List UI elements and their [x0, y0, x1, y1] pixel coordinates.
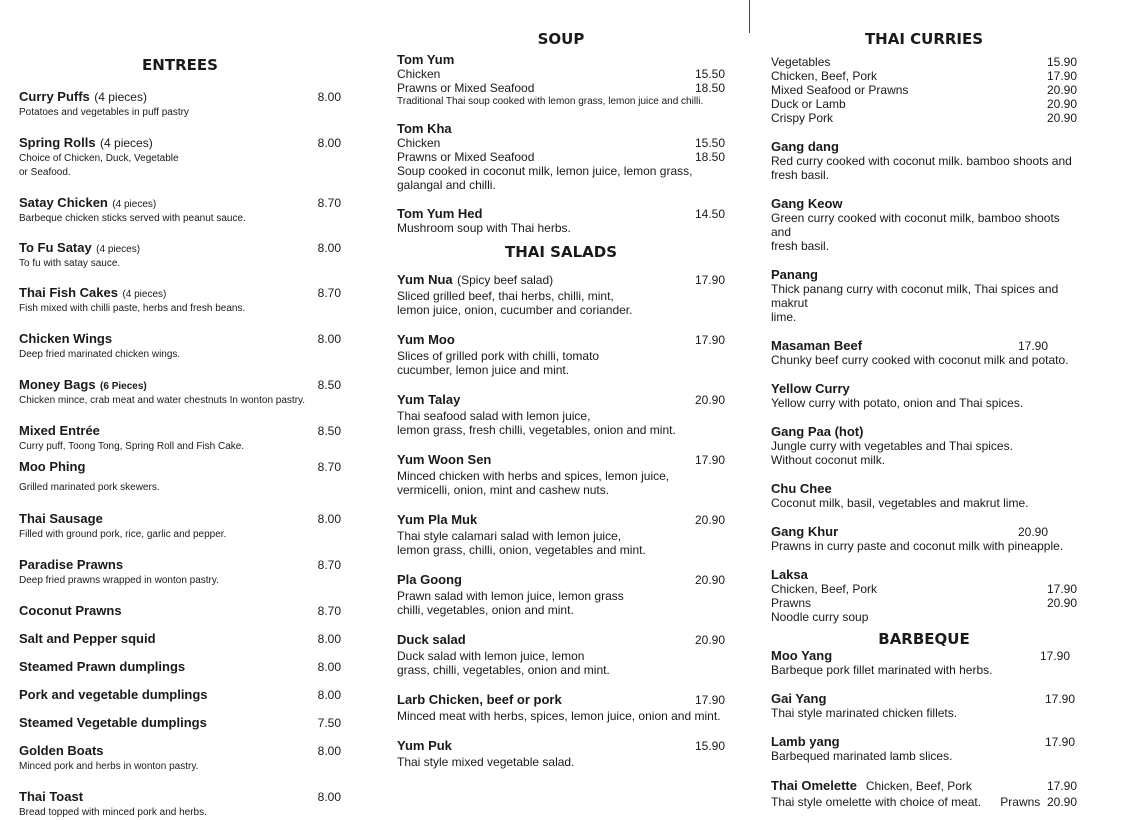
item-title — [19, 194, 156, 212]
item-name: Coconut Prawns — [19, 603, 122, 618]
option-label: Duck or Lamb — [771, 97, 846, 111]
curry-price-options — [771, 55, 1077, 125]
item-price: 8.00 — [317, 512, 341, 526]
item-header — [19, 194, 341, 212]
curry-option — [771, 111, 1077, 125]
option-price: 17.90 — [1046, 582, 1077, 596]
item-price: 8.00 — [317, 790, 341, 804]
item-title — [19, 239, 140, 257]
item-description-2: cucumber, lemon juice and mint. — [397, 363, 570, 377]
item-description: Barbeque chicken sticks served with peanut sauce. — [19, 213, 246, 224]
item-name: Larb Chicken, beef or pork — [397, 692, 562, 707]
item-name: Yum Pla Muk — [397, 512, 478, 527]
item-header — [19, 788, 341, 806]
item-price: 8.70 — [317, 604, 341, 618]
menu-item — [771, 481, 1077, 510]
item-option — [771, 582, 1077, 596]
item-description: Minced meat with herbs, spices, lemon juice, onion and mint. — [397, 709, 721, 723]
item-price: 17.90 — [694, 333, 725, 347]
item-description: Chunky beef curry cooked with coconut milk and potato. — [771, 353, 1069, 367]
menu-item — [19, 376, 341, 408]
item-description: Thick panang curry with coconut milk, Thai spices and makrut — [771, 282, 1059, 310]
item-price: 17.90 — [694, 273, 725, 287]
item-header — [19, 458, 341, 476]
menu-item-tom-yum-hed — [397, 206, 725, 235]
item-name: Gang Paa (hot) — [771, 424, 864, 439]
item-option — [1000, 795, 1077, 809]
item-title — [771, 777, 972, 795]
entrees-column — [19, 0, 341, 820]
item-title — [19, 510, 103, 528]
item-price: 8.70 — [317, 460, 341, 474]
item-header — [19, 630, 341, 648]
item-name: Duck salad — [397, 632, 466, 647]
item-description-2: fresh basil. — [771, 168, 830, 182]
menu-item — [397, 271, 725, 317]
item-price: 8.70 — [317, 286, 341, 300]
curry-option — [771, 69, 1077, 83]
item-description-2: Without coconut milk. — [771, 453, 886, 467]
item-description: Minced chicken with herbs and spices, lemon juice, — [397, 469, 670, 483]
item-description-2: fresh basil. — [771, 239, 830, 253]
item-name: Panang — [771, 267, 818, 282]
item-name: Laksa — [771, 567, 808, 582]
column-divider — [749, 0, 750, 33]
item-title — [19, 422, 100, 440]
item-name: Yum Puk — [397, 738, 452, 753]
item-name: Paradise Prawns — [19, 557, 124, 572]
item-name: Tom Yum Hed — [397, 206, 483, 221]
item-title — [19, 134, 153, 152]
item-name: Moo Yang — [771, 648, 833, 663]
curry-option — [771, 83, 1077, 97]
menu-item — [19, 284, 341, 316]
menu-item — [19, 630, 341, 648]
item-description: Deep fried marinated chicken wings. — [19, 349, 181, 360]
item-header — [771, 196, 1077, 211]
item-name: Spring Rolls — [19, 135, 96, 150]
menu-item — [19, 458, 341, 495]
item-header — [771, 381, 1077, 396]
curry-option — [771, 97, 1077, 111]
item-price: 20.90 — [1017, 525, 1048, 539]
item-title — [397, 391, 460, 409]
item-description: Sliced grilled beef, thai herbs, chilli, mint, — [397, 289, 614, 303]
menu-item — [19, 714, 341, 732]
item-title — [19, 714, 207, 732]
item-description-2: grass, chilli, vegetables, onion and mint. — [397, 663, 610, 677]
item-price: 17.90 — [1039, 649, 1070, 663]
item-description: Jungle curry with vegetables and Thai spices. — [771, 439, 1013, 453]
item-name: Steamed Vegetable dumplings — [19, 715, 207, 730]
option-price: 20.90 — [1046, 111, 1077, 125]
item-option — [397, 150, 725, 164]
item-title — [397, 271, 553, 289]
barbeque-heading: BARBEQUE — [878, 630, 970, 648]
item-description-2: or Seafood. — [19, 167, 71, 178]
item-title — [19, 742, 104, 760]
item-description-2: chilli, vegetables, onion and mint. — [397, 603, 574, 617]
item-price: 15.90 — [694, 739, 725, 753]
item-name: Thai Sausage — [19, 511, 103, 526]
salads-list — [397, 271, 725, 769]
option-price: 20.90 — [1046, 83, 1077, 97]
item-option — [397, 136, 725, 150]
soup-heading: SOUP — [537, 30, 585, 48]
item-title — [19, 376, 147, 394]
item-header — [397, 331, 725, 349]
item-title — [19, 330, 112, 348]
item-price: 17.90 — [1046, 779, 1077, 793]
option-label: Prawns — [771, 596, 812, 610]
item-price: 17.90 — [694, 693, 725, 707]
menu-item — [771, 338, 1077, 367]
item-name: Chu Chee — [771, 481, 832, 496]
item-name: Gang Keow — [771, 196, 843, 211]
item-header — [19, 742, 341, 760]
item-title — [397, 737, 452, 755]
option-label: Prawns or Mixed Seafood — [397, 150, 535, 164]
item-price: 17.90 — [1044, 692, 1075, 706]
option-label: Vegetables — [771, 55, 831, 69]
option-price: 20.90 — [1046, 596, 1077, 610]
item-title — [397, 631, 466, 649]
menu-item — [771, 267, 1077, 324]
item-description: Prawns in curry paste and coconut milk with pineapple. — [771, 539, 1064, 553]
item-title — [19, 630, 156, 648]
item-description: Barbequed marinated lamb slices. — [771, 749, 953, 763]
item-description: Deep fried prawns wrapped in wonton pastry. — [19, 575, 219, 586]
item-header — [397, 511, 725, 529]
item-description: Chicken mince, crab meat and water chestnuts In wonton pastry. — [19, 395, 306, 406]
item-name: Thai Toast — [19, 789, 84, 804]
item-header — [771, 481, 1077, 496]
item-note: (4 pieces) — [94, 90, 147, 104]
option-label: Chicken, Beef, Pork — [771, 69, 878, 83]
curries-list — [771, 139, 1077, 553]
option-price: 15.50 — [694, 67, 725, 81]
menu-item-laksa — [771, 567, 1077, 624]
item-header — [771, 524, 1077, 539]
item-name: Salt and Pepper squid — [19, 631, 156, 646]
option-label: Crispy Pork — [771, 111, 834, 125]
item-description: To fu with satay sauce. — [19, 258, 121, 269]
option-price: 15.50 — [694, 136, 725, 150]
item-price: 7.50 — [317, 716, 341, 730]
item-description: Curry puff, Toong Tong, Spring Roll and Fish Cake. — [19, 441, 245, 452]
item-header — [19, 556, 341, 574]
item-header — [19, 686, 341, 704]
item-description: Traditional Thai soup cooked with lemon grass, lemon juice and chilli. — [397, 96, 704, 107]
item-description: Potatoes and vegetables in puff pastry — [19, 107, 189, 118]
item-price: 17.90 — [694, 453, 725, 467]
menu-item — [771, 381, 1077, 410]
item-price: 8.70 — [317, 558, 341, 572]
menu-item — [771, 139, 1077, 182]
item-header — [397, 631, 725, 649]
item-price: 8.70 — [317, 196, 341, 210]
item-title — [19, 284, 166, 302]
item-name: Thai Omelette — [771, 778, 857, 793]
item-description: Slices of grilled pork with chilli, tomato — [397, 349, 600, 363]
item-note: (4 pieces) — [112, 199, 157, 210]
item-name: Pork and vegetable dumplings — [19, 687, 208, 702]
item-price: 14.50 — [694, 207, 725, 221]
item-description: Thai style calamari salad with lemon juice, — [397, 529, 622, 543]
item-title — [19, 686, 208, 704]
menu-item — [771, 734, 1077, 763]
item-description-2: vermicelli, onion, mint and cashew nuts. — [397, 483, 610, 497]
item-description-2: lime. — [771, 310, 797, 324]
item-header — [19, 284, 341, 302]
item-description: Thai style omelette with choice of meat. — [771, 795, 982, 809]
item-name: Tom Kha — [397, 121, 452, 136]
menu-item — [397, 391, 725, 437]
item-description-2: galangal and chilli. — [397, 178, 496, 192]
item-header — [19, 510, 341, 528]
option-label: Mixed Seafood or Prawns — [771, 83, 909, 97]
item-description: Prawn salad with lemon juice, lemon grass — [397, 589, 624, 603]
item-description: Yellow curry with potato, onion and Thai spices. — [771, 396, 1024, 410]
item-description: Thai style mixed vegetable salad. — [397, 755, 575, 769]
item-name: Mixed Entrée — [19, 423, 100, 438]
menu-item — [771, 524, 1077, 553]
menu-item — [397, 737, 725, 769]
item-description-2: lemon grass, fresh chilli, vegetables, onion and mint. — [397, 423, 676, 437]
option-label: Prawns — [1000, 795, 1041, 809]
item-name: Tom Yum — [397, 52, 455, 67]
item-name: Yellow Curry — [771, 381, 850, 396]
curries-barbeque-column — [771, 0, 1077, 809]
item-header — [19, 239, 341, 257]
item-name: Pla Goong — [397, 572, 462, 587]
item-header — [771, 424, 1077, 439]
menu-item — [19, 134, 341, 180]
item-note: (4 pieces) — [96, 244, 141, 255]
item-name: Yum Woon Sen — [397, 452, 492, 467]
item-header — [19, 134, 341, 152]
item-name: Gang dang — [771, 139, 839, 154]
menu-item — [771, 424, 1077, 467]
item-header — [397, 451, 725, 469]
option-price: 15.90 — [1046, 55, 1077, 69]
item-price: 20.90 — [694, 393, 725, 407]
item-name: Gai Yang — [771, 691, 827, 706]
item-price: 8.50 — [317, 424, 341, 438]
item-description: Barbeque pork fillet marinated with herbs. — [771, 663, 993, 677]
menu-item — [19, 330, 341, 362]
item-price: 17.90 — [1044, 735, 1075, 749]
menu-item — [771, 691, 1077, 720]
item-header — [771, 267, 1077, 282]
item-description: Choice of Chicken, Duck, Vegetable — [19, 153, 179, 164]
entrees-heading: ENTREES — [142, 56, 218, 74]
item-title — [19, 88, 147, 106]
item-price: 8.00 — [317, 136, 341, 150]
item-name: Chicken Wings — [19, 331, 113, 346]
menu-item — [397, 331, 725, 377]
item-option — [771, 596, 1077, 610]
item-description: Bread topped with minced pork and herbs. — [19, 807, 207, 818]
item-header — [19, 658, 341, 676]
menu-item — [19, 556, 341, 588]
item-header — [397, 271, 725, 289]
menu-item — [19, 510, 341, 542]
item-description: Filled with ground pork, rice, garlic and pepper. — [19, 529, 227, 540]
option-price: 20.90 — [1046, 97, 1077, 111]
menu-item — [19, 88, 341, 120]
menu-item — [19, 602, 341, 620]
item-title — [19, 658, 185, 676]
item-name: Curry Puffs — [19, 89, 90, 104]
item-note: Chicken, Beef, Pork — [865, 779, 972, 793]
item-header — [19, 714, 341, 732]
menu-item — [19, 194, 341, 226]
item-title — [19, 788, 83, 806]
item-price: 17.90 — [1017, 339, 1048, 353]
item-name: Steamed Prawn dumplings — [19, 659, 186, 674]
menu-item — [771, 648, 1077, 677]
item-title — [19, 556, 123, 574]
item-header — [19, 376, 341, 394]
item-price: 20.90 — [694, 573, 725, 587]
item-name: Yum Moo — [397, 332, 455, 347]
item-description-row — [771, 795, 1077, 809]
item-name: Masaman Beef — [771, 338, 863, 353]
item-price: 20.90 — [694, 633, 725, 647]
item-header — [397, 737, 725, 755]
item-header — [397, 571, 725, 589]
menu-item — [397, 631, 725, 677]
item-name: Gang Khur — [771, 524, 839, 539]
item-header — [19, 330, 341, 348]
item-header — [397, 391, 725, 409]
item-price: 8.00 — [317, 632, 341, 646]
item-title — [397, 571, 462, 589]
item-description: Duck salad with lemon juice, lemon — [397, 649, 585, 663]
option-price: 18.50 — [694, 150, 725, 164]
item-price: 8.00 — [317, 744, 341, 758]
item-title — [397, 691, 562, 709]
item-price: 20.90 — [694, 513, 725, 527]
item-header — [771, 648, 1077, 663]
item-price: 8.00 — [317, 90, 341, 104]
item-note: (Spicy beef salad) — [457, 273, 554, 287]
item-name: Moo Phing — [19, 459, 86, 474]
item-name: Thai Fish Cakes — [19, 285, 118, 300]
item-name: Lamb yang — [771, 734, 840, 749]
option-label: Prawns or Mixed Seafood — [397, 81, 535, 95]
menu-item-tom-kha — [397, 121, 725, 192]
menu-item-tom-yum — [397, 52, 725, 109]
item-title — [397, 331, 455, 349]
item-header — [771, 338, 1077, 353]
thai-curries-heading: THAI CURRIES — [864, 30, 984, 48]
option-price: 17.90 — [1046, 69, 1077, 83]
item-header — [771, 777, 1077, 795]
item-description: Thai seafood salad with lemon juice, — [397, 409, 591, 423]
item-name: Yum Talay — [397, 392, 461, 407]
item-header — [771, 139, 1077, 154]
item-name: Yum Nua — [397, 272, 453, 287]
option-label: Chicken — [397, 136, 441, 150]
option-price: 20.90 — [1046, 795, 1077, 809]
item-description: Red curry cooked with coconut milk. bamboo shoots and — [771, 154, 1072, 168]
item-price: 8.50 — [317, 378, 341, 392]
menu-item — [397, 451, 725, 497]
item-description: Grilled marinated pork skewers. — [19, 482, 160, 493]
item-header — [771, 691, 1077, 706]
item-description: Mushroom soup with Thai herbs. — [397, 221, 571, 235]
item-description: Coconut milk, basil, vegetables and makrut lime. — [771, 496, 1029, 510]
item-title — [397, 511, 477, 529]
menu-item — [19, 742, 341, 774]
menu-item — [19, 686, 341, 704]
item-description: Soup cooked in coconut milk, lemon juice, lemon grass, — [397, 164, 693, 178]
option-price: 18.50 — [694, 81, 725, 95]
item-name: Satay Chicken — [19, 195, 108, 210]
menu-item-thai-omelette — [771, 777, 1077, 809]
item-note: (4 pieces) — [100, 136, 153, 150]
item-description: Noodle curry soup — [771, 610, 869, 624]
item-title — [19, 602, 122, 620]
item-price: 8.00 — [317, 241, 341, 255]
item-header — [397, 691, 725, 709]
item-description-2: lemon grass, chilli, onion, vegetables and mint. — [397, 543, 646, 557]
item-option — [397, 81, 725, 95]
item-description: Fish mixed with chilli paste, herbs and fresh beans. — [19, 303, 246, 314]
barbeque-list — [771, 648, 1077, 763]
entrees-list — [19, 88, 341, 820]
menu-item — [397, 511, 725, 557]
menu-item — [19, 422, 341, 454]
item-description: Thai style marinated chicken fillets. — [771, 706, 958, 720]
item-description: Green curry cooked with coconut milk, bamboo shoots and — [771, 211, 1060, 239]
option-label: Chicken — [397, 67, 441, 81]
item-header — [19, 602, 341, 620]
item-name: Golden Boats — [19, 743, 104, 758]
item-price: 8.00 — [317, 332, 341, 346]
item-header — [19, 88, 341, 106]
menu-item — [19, 239, 341, 271]
option-label: Chicken, Beef, Pork — [771, 582, 878, 596]
item-note: (4 pieces) — [122, 289, 167, 300]
item-note: (6 Pieces) — [100, 381, 147, 392]
item-header — [19, 422, 341, 440]
thai-salads-heading: THAI SALADS — [504, 243, 618, 261]
item-option — [397, 67, 725, 81]
curry-option — [771, 55, 1077, 69]
item-title — [19, 458, 85, 476]
item-header — [397, 206, 725, 221]
item-price: 8.00 — [317, 660, 341, 674]
item-title — [397, 451, 491, 469]
item-price: 8.00 — [317, 688, 341, 702]
menu-item — [771, 196, 1077, 253]
menu-item — [19, 658, 341, 676]
item-header — [771, 734, 1077, 749]
menu-item — [397, 571, 725, 617]
soup-salads-column — [397, 0, 725, 769]
item-name: Money Bags — [19, 377, 96, 392]
item-description: Minced pork and herbs in wonton pastry. — [19, 761, 199, 772]
item-description-2: lemon juice, onion, cucumber and coriander. — [397, 303, 633, 317]
menu-item — [397, 691, 725, 723]
item-name: To Fu Satay — [19, 240, 92, 255]
